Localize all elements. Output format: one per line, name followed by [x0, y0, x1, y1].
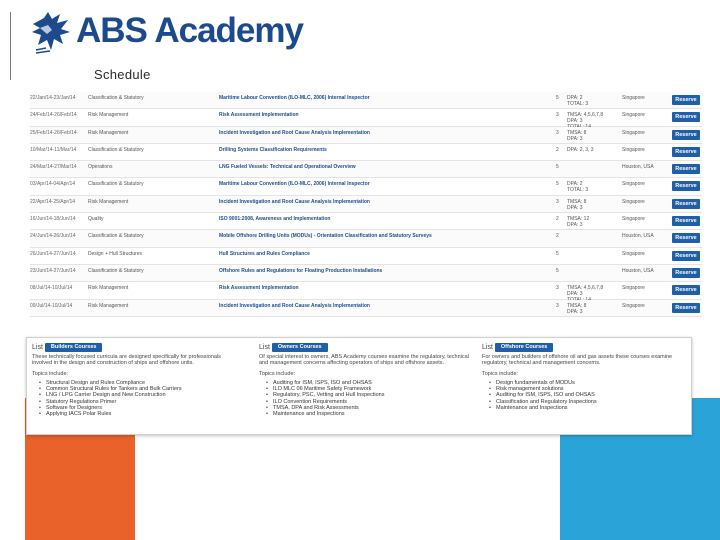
course-days: 5 [556, 267, 559, 274]
topics-list [46, 380, 242, 418]
topic-item: • Software for Designers [46, 405, 242, 411]
eagle-icon [30, 10, 74, 56]
course-category: Risk Management [88, 285, 129, 292]
topic-item: • Classification and Regulatory Inspections [496, 399, 692, 405]
course-category: Risk Management [88, 302, 129, 309]
course-list-description: For owners and builders of offshore oil and gas assets these courses examine regulatory, technical and management concerns. [482, 354, 673, 367]
course-days: 5 [556, 250, 559, 257]
topic-item: • Regulatory, PSC, Vetting and Hull Inspections [273, 392, 469, 398]
abs-academy-logo [30, 10, 303, 56]
course-title-link[interactable]: Incident Investigation and Root Cause Analysis Implementation [219, 198, 370, 205]
course-days: 3 [556, 285, 559, 292]
course-title-link[interactable]: Risk Assessment Implementation [219, 112, 299, 119]
course-title-link[interactable]: Hull Structures and Rules Compliance [219, 250, 310, 257]
topic-item: • ILO MLC 06 Maritime Safety Framework [273, 386, 469, 392]
course-lists-panel [26, 337, 692, 435]
course-list-column [482, 342, 692, 411]
topic-item: • Maintenance and Inspections [496, 405, 692, 411]
list-label: List [482, 343, 493, 351]
course-date: 24/Feb/14-26/Feb/14 [30, 112, 77, 119]
course-location: Singapore [622, 302, 645, 309]
reserve-button[interactable]: Reserve [672, 181, 700, 191]
table-row [30, 161, 702, 178]
course-category: Classification & Statutory [88, 95, 144, 101]
list-label: List [259, 343, 270, 351]
course-title-link[interactable]: LNG Fueled Vessels: Technical and Operational Overview [219, 164, 356, 171]
topics-label: Topics include: [32, 370, 69, 377]
course-date: 22/Apr/14-25/Apr/14 [30, 198, 76, 205]
course-category: Risk Management [88, 198, 129, 205]
course-title-link[interactable]: Incident Investigation and Root Cause Analysis Implementation [219, 302, 370, 309]
course-location: Singapore [622, 181, 645, 188]
course-days: 2 [556, 216, 559, 223]
course-location: Singapore [622, 250, 645, 257]
course-days: 5 [556, 181, 559, 188]
topic-item: • Applying IACS Polar Rules [46, 411, 242, 417]
course-category-button[interactable]: Builders Courses [45, 343, 103, 352]
topic-item: • Auditing for ISM, ISPS, ISO and OHSAS [496, 392, 692, 398]
topics-list [273, 380, 469, 418]
course-location: Singapore [622, 112, 645, 119]
course-location: Singapore [622, 285, 645, 292]
topic-item: • Statutory Regulations Primer [46, 399, 242, 405]
course-days: 3 [556, 302, 559, 309]
table-row [30, 265, 702, 282]
course-location: Singapore [622, 129, 645, 136]
topic-item: • Maintenance and Inspections [273, 411, 469, 417]
reserve-button[interactable]: Reserve [672, 112, 700, 122]
course-date: 09/Jul/14-10/Jul/14 [30, 302, 73, 309]
topic-item: • Common Structural Rules for Tankers and Bulk Carriers [46, 386, 242, 392]
course-days: 5 [556, 164, 559, 171]
topic-item: • LNG / LPG Carrier Design and New Construction [46, 392, 242, 398]
course-days: 2 [556, 146, 559, 153]
course-days: 5 [556, 95, 559, 101]
course-days: 3 [556, 112, 559, 119]
list-label: List [32, 343, 43, 351]
course-list-header [32, 342, 242, 352]
table-row [30, 109, 702, 126]
course-date: 22/Jan/14-23/Jan/14 [30, 95, 76, 101]
course-credits: TMSA: 4,5,6,7,8 DPA: 3 [567, 285, 604, 298]
course-location: Houston, USA [622, 267, 654, 274]
course-location: Singapore [622, 146, 645, 153]
topic-item: • Structural Design and Rules Compliance [46, 380, 242, 386]
table-row [30, 230, 702, 247]
reserve-button[interactable]: Reserve [672, 268, 700, 278]
reserve-button[interactable]: Reserve [672, 285, 700, 295]
reserve-button[interactable]: Reserve [672, 130, 700, 140]
course-date: 23/Jun/14-27/Jun/14 [30, 267, 76, 274]
course-category: Classification & Statutory [88, 146, 144, 153]
course-days: 3 [556, 198, 559, 205]
course-list-header [259, 342, 469, 352]
course-category: Classification & Statutory [88, 267, 144, 274]
topic-item: • Risk management solutions [496, 386, 692, 392]
topic-item: • Auditing for ISM, ISPS, ISO and OHSAS [273, 380, 469, 386]
course-credits: DPA: 2, 3, 3 [567, 146, 594, 153]
reserve-button[interactable]: Reserve [672, 164, 700, 174]
course-list-column [259, 342, 469, 418]
course-location: Singapore [622, 198, 645, 205]
course-title-link[interactable]: ISO 9001:2008, Awareness and Implementation [219, 216, 331, 223]
reserve-button[interactable]: Reserve [672, 303, 700, 313]
topics-label: Topics include: [259, 370, 296, 377]
course-days: 2 [556, 233, 559, 240]
table-row [30, 300, 702, 317]
topics-label: Topics include: [482, 370, 519, 377]
course-credits: TMSA: 8 DPA: 3 [567, 129, 587, 142]
reserve-button[interactable]: Reserve [672, 233, 700, 243]
topic-item: • ILO Convention Requirements [273, 399, 469, 405]
table-row [30, 92, 702, 109]
table-row [30, 248, 702, 265]
course-list-description: These technically focused curricula are designed specifically for professionals involved in the design and construction of ships and offshore units. [32, 354, 221, 367]
vertical-divider [10, 12, 11, 80]
course-category: Classification & Statutory [88, 181, 144, 188]
course-date: 10/Mar/14-11/Mar/14 [30, 146, 77, 153]
course-title-link[interactable]: Mobile Offshore Drilling Units (MODUs) - Orientation Classification and Statutory Surveys [219, 233, 432, 240]
course-credits: TMSA: 8 DPA: 3 [567, 302, 587, 315]
course-category: Classification & Statutory [88, 233, 144, 240]
page-title: Schedule [94, 67, 151, 82]
course-title-link[interactable]: Offshore Rules and Regulations for Floating Production Installations [219, 267, 383, 274]
course-location: Singapore [622, 95, 645, 101]
table-row [30, 127, 702, 144]
course-title-link[interactable]: Drilling Systems Classification Requirements [219, 146, 327, 153]
course-title-link[interactable]: Maritime Labour Convention (ILO-MLC, 2006) Internal Inspector [219, 95, 370, 101]
course-category: Risk Management [88, 129, 129, 136]
course-title-link[interactable]: Incident Investigation and Root Cause Analysis Implementation [219, 129, 370, 136]
course-schedule-table [30, 92, 702, 317]
table-row [30, 196, 702, 213]
reserve-button[interactable]: Reserve [672, 147, 700, 157]
course-date: 16/Jun/14-18/Jun/14 [30, 216, 76, 223]
course-category: Operations [88, 164, 113, 171]
reserve-button[interactable]: Reserve [672, 251, 700, 261]
course-list-column [32, 342, 242, 418]
course-list-description: Of special interest to owners, ABS Academy courses examine the regulatory, technical and management concerns affecting operators of ships and offshore assets. [259, 354, 469, 367]
course-category: Risk Management [88, 112, 129, 119]
course-date: 03/Apr/14-04/Apr/14 [30, 181, 76, 188]
course-date: 24/Jun/14-26/Jun/14 [30, 233, 76, 240]
course-days: 3 [556, 129, 559, 136]
course-category: Quality [88, 216, 104, 223]
table-row [30, 144, 702, 161]
course-date: 25/Feb/14-26/Feb/14 [30, 129, 77, 136]
reserve-button[interactable]: Reserve [672, 199, 700, 209]
course-credits: TMSA: 8 DPA: 3 [567, 198, 587, 211]
course-credits: DPA: 2 TOTAL: 3 [567, 181, 589, 194]
course-location: Singapore [622, 216, 645, 223]
course-title-link[interactable]: Risk Assessment Implementation [219, 285, 299, 292]
topics-list [496, 380, 692, 411]
table-row [30, 178, 702, 195]
course-date: 26/Jun/14-27/Jun/14 [30, 250, 76, 257]
course-date: 24/Mar/14-27/Mar/14 [30, 164, 77, 171]
topic-item: • Design fundamentals of MODUs [496, 380, 692, 386]
logo-text: ABS Academy [76, 11, 303, 50]
reserve-button[interactable]: Reserve [672, 95, 700, 105]
course-category-button[interactable]: Owners Courses [272, 343, 328, 352]
course-credits: DPA: 2 TOTAL: 3 [567, 95, 589, 107]
course-location: Houston, USA [622, 233, 654, 240]
course-credits: TMSA: 4,5,6,7,8 DPA: 3 [567, 112, 604, 125]
reserve-button[interactable]: Reserve [672, 216, 700, 226]
course-location: Houston, USA [622, 164, 654, 171]
course-title-link[interactable]: Maritime Labour Convention (ILO-MLC, 2006) Internal Inspector [219, 181, 370, 188]
topic-item: • TMSA, DPA and Risk Assessments [273, 405, 469, 411]
course-credits: TMSA: 12 DPA: 3 [567, 216, 590, 229]
table-row [30, 213, 702, 230]
course-category-button[interactable]: Offshore Courses [495, 343, 553, 352]
course-list-header [482, 342, 692, 352]
course-date: 08/Jul/14-10/Jul/14 [30, 285, 73, 292]
table-row [30, 282, 702, 299]
course-category: Design + Hull Structures [88, 250, 143, 257]
